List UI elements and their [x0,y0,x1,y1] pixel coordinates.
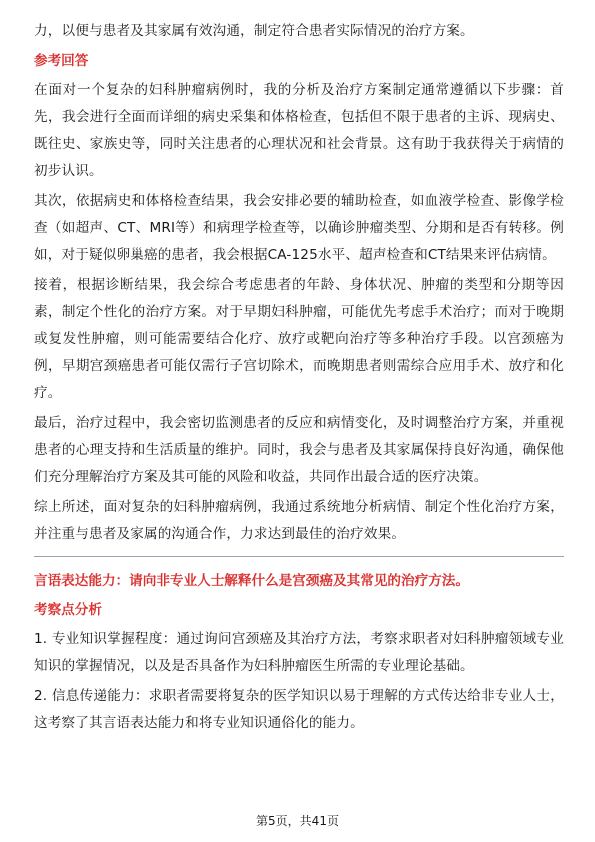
question-heading: 言语表达能力：请向非专业人士解释什么是宫颈癌及其常见的治疗方法。 [34,573,469,589]
answer-heading: 参考回答 [34,53,89,69]
section-divider [34,556,564,557]
page-content [34,18,564,740]
analysis-heading: 考察点分析 [34,602,102,618]
page-number: 第5页，共41页 [256,814,339,828]
answer-paragraph-1: 在面对一个复杂的妇科肿瘤病例时，我的分析及治疗方案制定通常遵循以下步骤：首先，我会进行全面而详细的病史采集和体格检查，包括但不限于患者的主诉、现病史、既往史、家族史等，同时关注患者的心理状况和社会背景。这有助于我获得关于病情的初步认识。 [34,82,564,179]
answer-paragraph-4: 最后，治疗过程中，我会密切监测患者的反应和病情变化，及时调整治疗方案，并重视患者的心理支持和生活质量的维护。同时，我会与患者及其家属保持良好沟通，确保他们充分理解治疗方案及其可能的风险和收益，共同作出最合适的医疗决策。 [34,415,564,485]
answer-paragraph-2: 其次，依据病史和体格检查结果，我会安排必要的辅助检查，如血液学检查、影像学检查（如超声、CT、MRI等）和病理学检查等，以确诊肿瘤类型、分期和是否有转移。例如，对于疑似卵巢癌的患者，我会根据CA-125水平、超声检查和CT结果来评估病情。 [34,193,564,263]
analysis-point-2: 2. 信息传递能力：求职者需要将复杂的医学知识以易于理解的方式传达给非专业人士，这考察了其言语表达能力和将专业知识通俗化的能力。 [34,688,564,731]
intro-paragraph: 力，以便与患者及其家属有效沟通，制定符合患者实际情况的治疗方案。 [34,23,474,39]
answer-paragraph-3: 接着，根据诊断结果，我会综合考虑患者的年龄、身体状况、肿瘤的类型和分期等因素，制定个性化的治疗方案。对于早期妇科肿瘤，可能优先考虑手术治疗；而对于晚期或复发性肿瘤，则可能需要结合化疗、放疗或靶向治疗等多种治疗手段。以宫颈癌为例，早期宫颈癌患者可能仅需行子宫切除术，而晚期患者则需综合应用手术、放疗和化疗。 [34,277,564,401]
answer-paragraph-5: 综上所述，面对复杂的妇科肿瘤病例，我通过系统地分析病情、制定个性化治疗方案，并注重与患者及家属的沟通合作，力求达到最佳的治疗效果。 [34,499,564,542]
analysis-point-1: 1. 专业知识掌握程度：通过询问宫颈癌及其治疗方法，考察求职者对妇科肿瘤领域专业知识的掌握情况，以及是否具备作为妇科肿瘤医生所需的专业理论基础。 [34,631,564,674]
